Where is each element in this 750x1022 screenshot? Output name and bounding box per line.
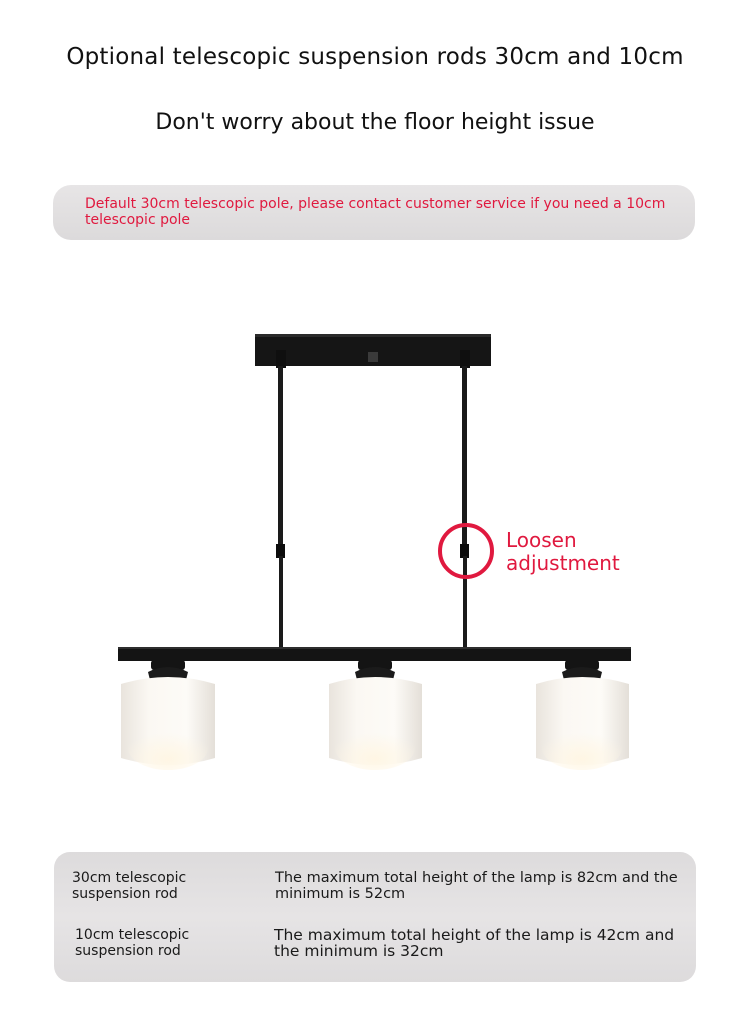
spec-rod-description: The maximum total height of the lamp is 82cm and the minimum is 52cm	[275, 870, 678, 902]
lamp-shade-3	[536, 660, 629, 770]
notice-banner	[53, 185, 695, 240]
notice-text: Default 30cm telescopic pole, please contact customer service if you need a 10cm telescopic pole	[85, 196, 666, 228]
spec-rod-description: The maximum total height of the lamp is 42cm and the minimum is 32cm	[274, 926, 675, 960]
callout-line-1: Loosen	[506, 528, 577, 552]
suspension-rod-left	[276, 350, 286, 648]
page-title: Optional telescopic suspension rods 30cm and 10cm	[66, 44, 684, 70]
pendant-lamp-illustration	[0, 300, 750, 800]
spec-rod-name: 10cm telescopic suspension rod	[75, 927, 190, 959]
ceiling-canopy	[255, 334, 491, 366]
page-subtitle: Don't worry about the floor height issue	[155, 110, 595, 135]
lamp-shade-2	[329, 660, 422, 770]
lamp-bar	[118, 647, 631, 661]
lamp-shade-1	[121, 660, 215, 770]
adjustment-callout-label	[506, 529, 620, 575]
spec-rod-name: 30cm telescopic suspension rod	[72, 870, 187, 902]
spec-table	[54, 852, 696, 982]
suspension-rod-right	[460, 350, 470, 648]
callout-line-2: adjustment	[506, 551, 620, 575]
